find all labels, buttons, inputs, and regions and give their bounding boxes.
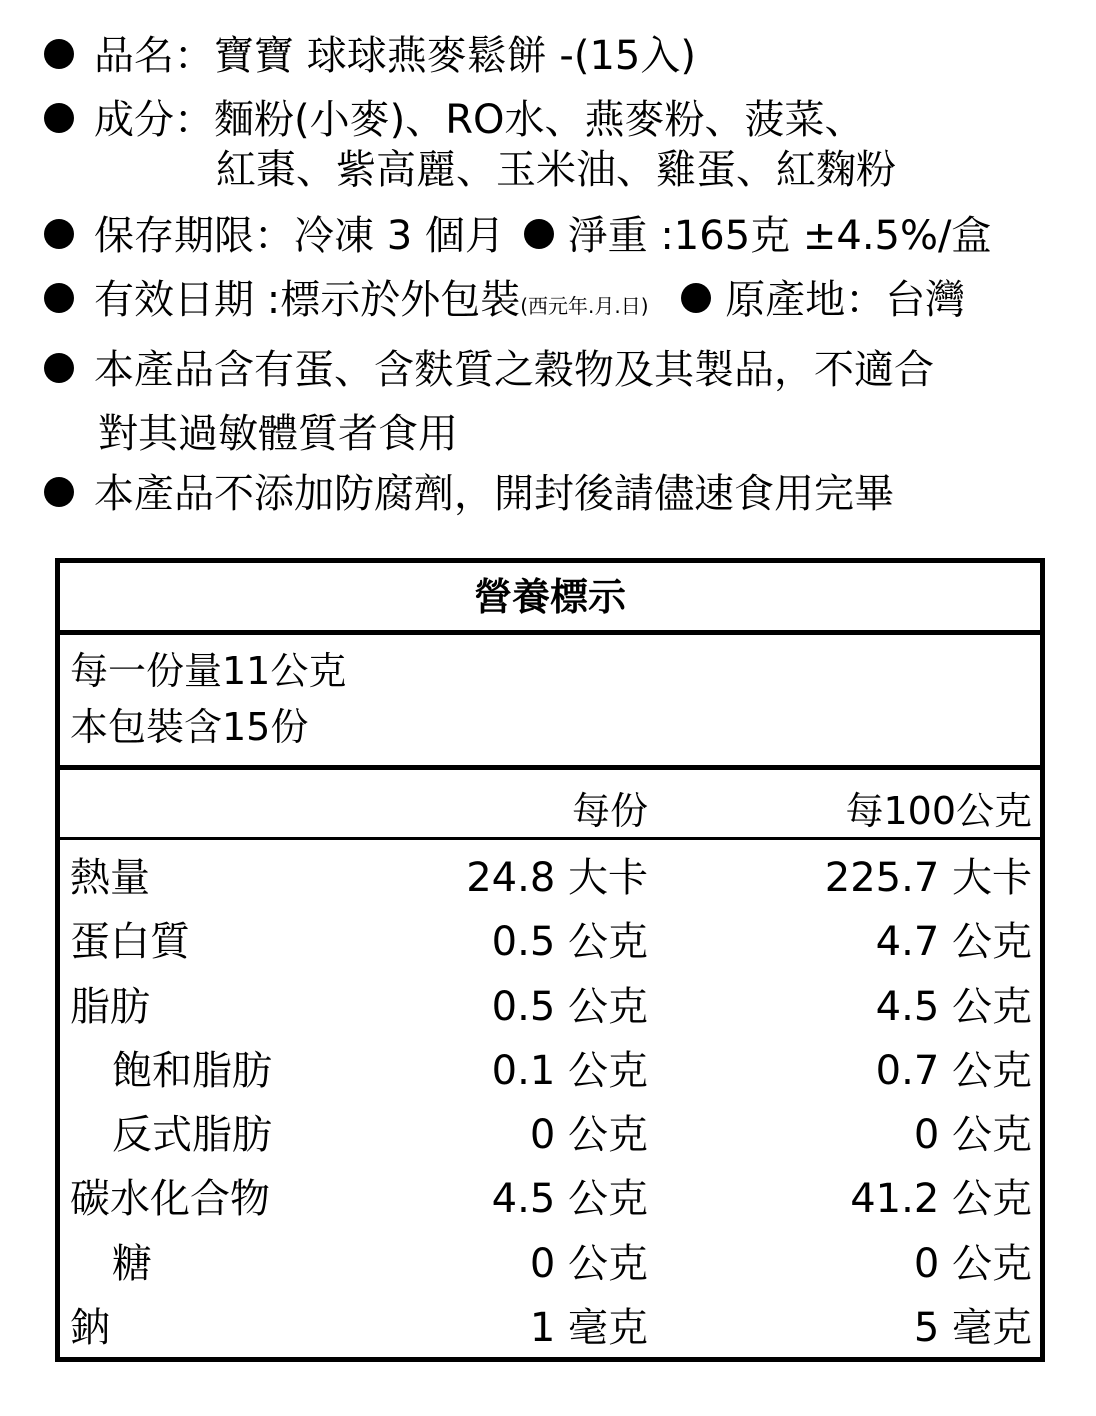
nutrient-name: 糖	[112, 1240, 152, 1287]
nutrient-name: 鈉	[70, 1305, 110, 1352]
per-100g-value: 4.7 公克	[875, 919, 1032, 966]
nutrient-name: 反式脂肪	[112, 1112, 272, 1159]
ingredients-text: 成分：麵粉(小麥)、RO水、燕麥粉、菠菜、	[94, 97, 865, 143]
table-row	[60, 1296, 1040, 1360]
per-serving-value: 0.1 公克	[491, 1047, 648, 1094]
bullet-icon	[681, 283, 711, 313]
bullet-icon	[44, 353, 74, 383]
nutrient-name: 蛋白質	[70, 919, 190, 966]
shelf-life: 保存期限：冷凍 3 個月	[94, 213, 505, 259]
table-row	[60, 1103, 1040, 1167]
nutrition-rows	[60, 840, 1040, 1360]
table-row	[60, 975, 1040, 1039]
table-row	[60, 846, 1040, 910]
nutrient-name: 脂肪	[70, 983, 150, 1030]
allergen-text: 本產品含有蛋、含麩質之穀物及其製品，不適合	[94, 347, 934, 393]
per-100g-value: 0.7 公克	[875, 1047, 1032, 1094]
per-serving-value: 1 毫克	[529, 1305, 648, 1352]
bullet-icon	[524, 219, 554, 249]
per-100g-value: 225.7 大卡	[824, 855, 1032, 901]
nutrition-header	[60, 770, 1040, 840]
bullet-icon	[44, 39, 74, 69]
per-100g-value: 0 公克	[913, 1112, 1032, 1159]
product-name-line	[44, 32, 696, 80]
header-per-serving: 每份	[571, 789, 648, 833]
ingredients-continuation: 紅棗、紫高麗、玉米油、雞蛋、紅麴粉	[216, 147, 896, 193]
per-100g-value: 0 公克	[913, 1240, 1032, 1287]
net-weight: 淨重 :165克 ±4.5%/盒	[567, 213, 992, 259]
serving-info	[60, 635, 1040, 770]
per-serving-value: 0 公克	[529, 1240, 648, 1287]
table-row	[60, 1039, 1040, 1103]
header-per-100g: 每100公克	[845, 789, 1032, 833]
nutrient-name: 飽和脂肪	[112, 1047, 272, 1094]
bullet-icon	[44, 283, 74, 313]
product-name: 品名：寶寶 球球燕麥鬆餅 -(15入)	[94, 33, 696, 79]
expiry-line	[44, 276, 965, 330]
ingredients-line	[44, 96, 865, 144]
origin: 原產地：台灣	[725, 277, 966, 323]
bullet-icon	[44, 477, 74, 507]
serving-size: 每一份量11公克	[70, 649, 347, 693]
nutrient-name: 熱量	[70, 855, 150, 901]
per-100g-value: 4.5 公克	[875, 983, 1032, 1030]
per-serving-value: 0.5 公克	[491, 983, 648, 1030]
per-100g-value: 41.2 公克	[850, 1176, 1032, 1223]
table-row	[60, 1232, 1040, 1296]
per-serving-value: 0 公克	[529, 1112, 648, 1159]
table-row	[60, 910, 1040, 974]
per-serving-value: 4.5 公克	[491, 1176, 648, 1223]
allergen-line	[44, 346, 934, 394]
per-serving-value: 0.5 公克	[491, 919, 648, 966]
bullet-icon	[44, 219, 74, 249]
allergen-continuation: 對其過敏體質者食用	[98, 411, 458, 457]
expiry: 有效日期 :標示於外包裝	[94, 277, 521, 323]
nutrition-title: 營養標示	[60, 563, 1040, 635]
bullet-icon	[44, 103, 74, 133]
nutrient-name: 碳水化合物	[70, 1176, 270, 1223]
nutrition-table	[55, 558, 1045, 1362]
table-row	[60, 1167, 1040, 1231]
per-100g-value: 5 毫克	[913, 1305, 1032, 1352]
expiry-format: (西元年.月.日)	[520, 294, 649, 318]
preservative-line	[44, 470, 894, 518]
preservative-text: 本產品不添加防腐劑，開封後請儘速食用完畢	[94, 471, 894, 517]
shelf-life-line	[44, 212, 991, 260]
servings-per-package: 本包裝含15份	[70, 705, 309, 749]
per-serving-value: 24.8 大卡	[466, 855, 648, 901]
